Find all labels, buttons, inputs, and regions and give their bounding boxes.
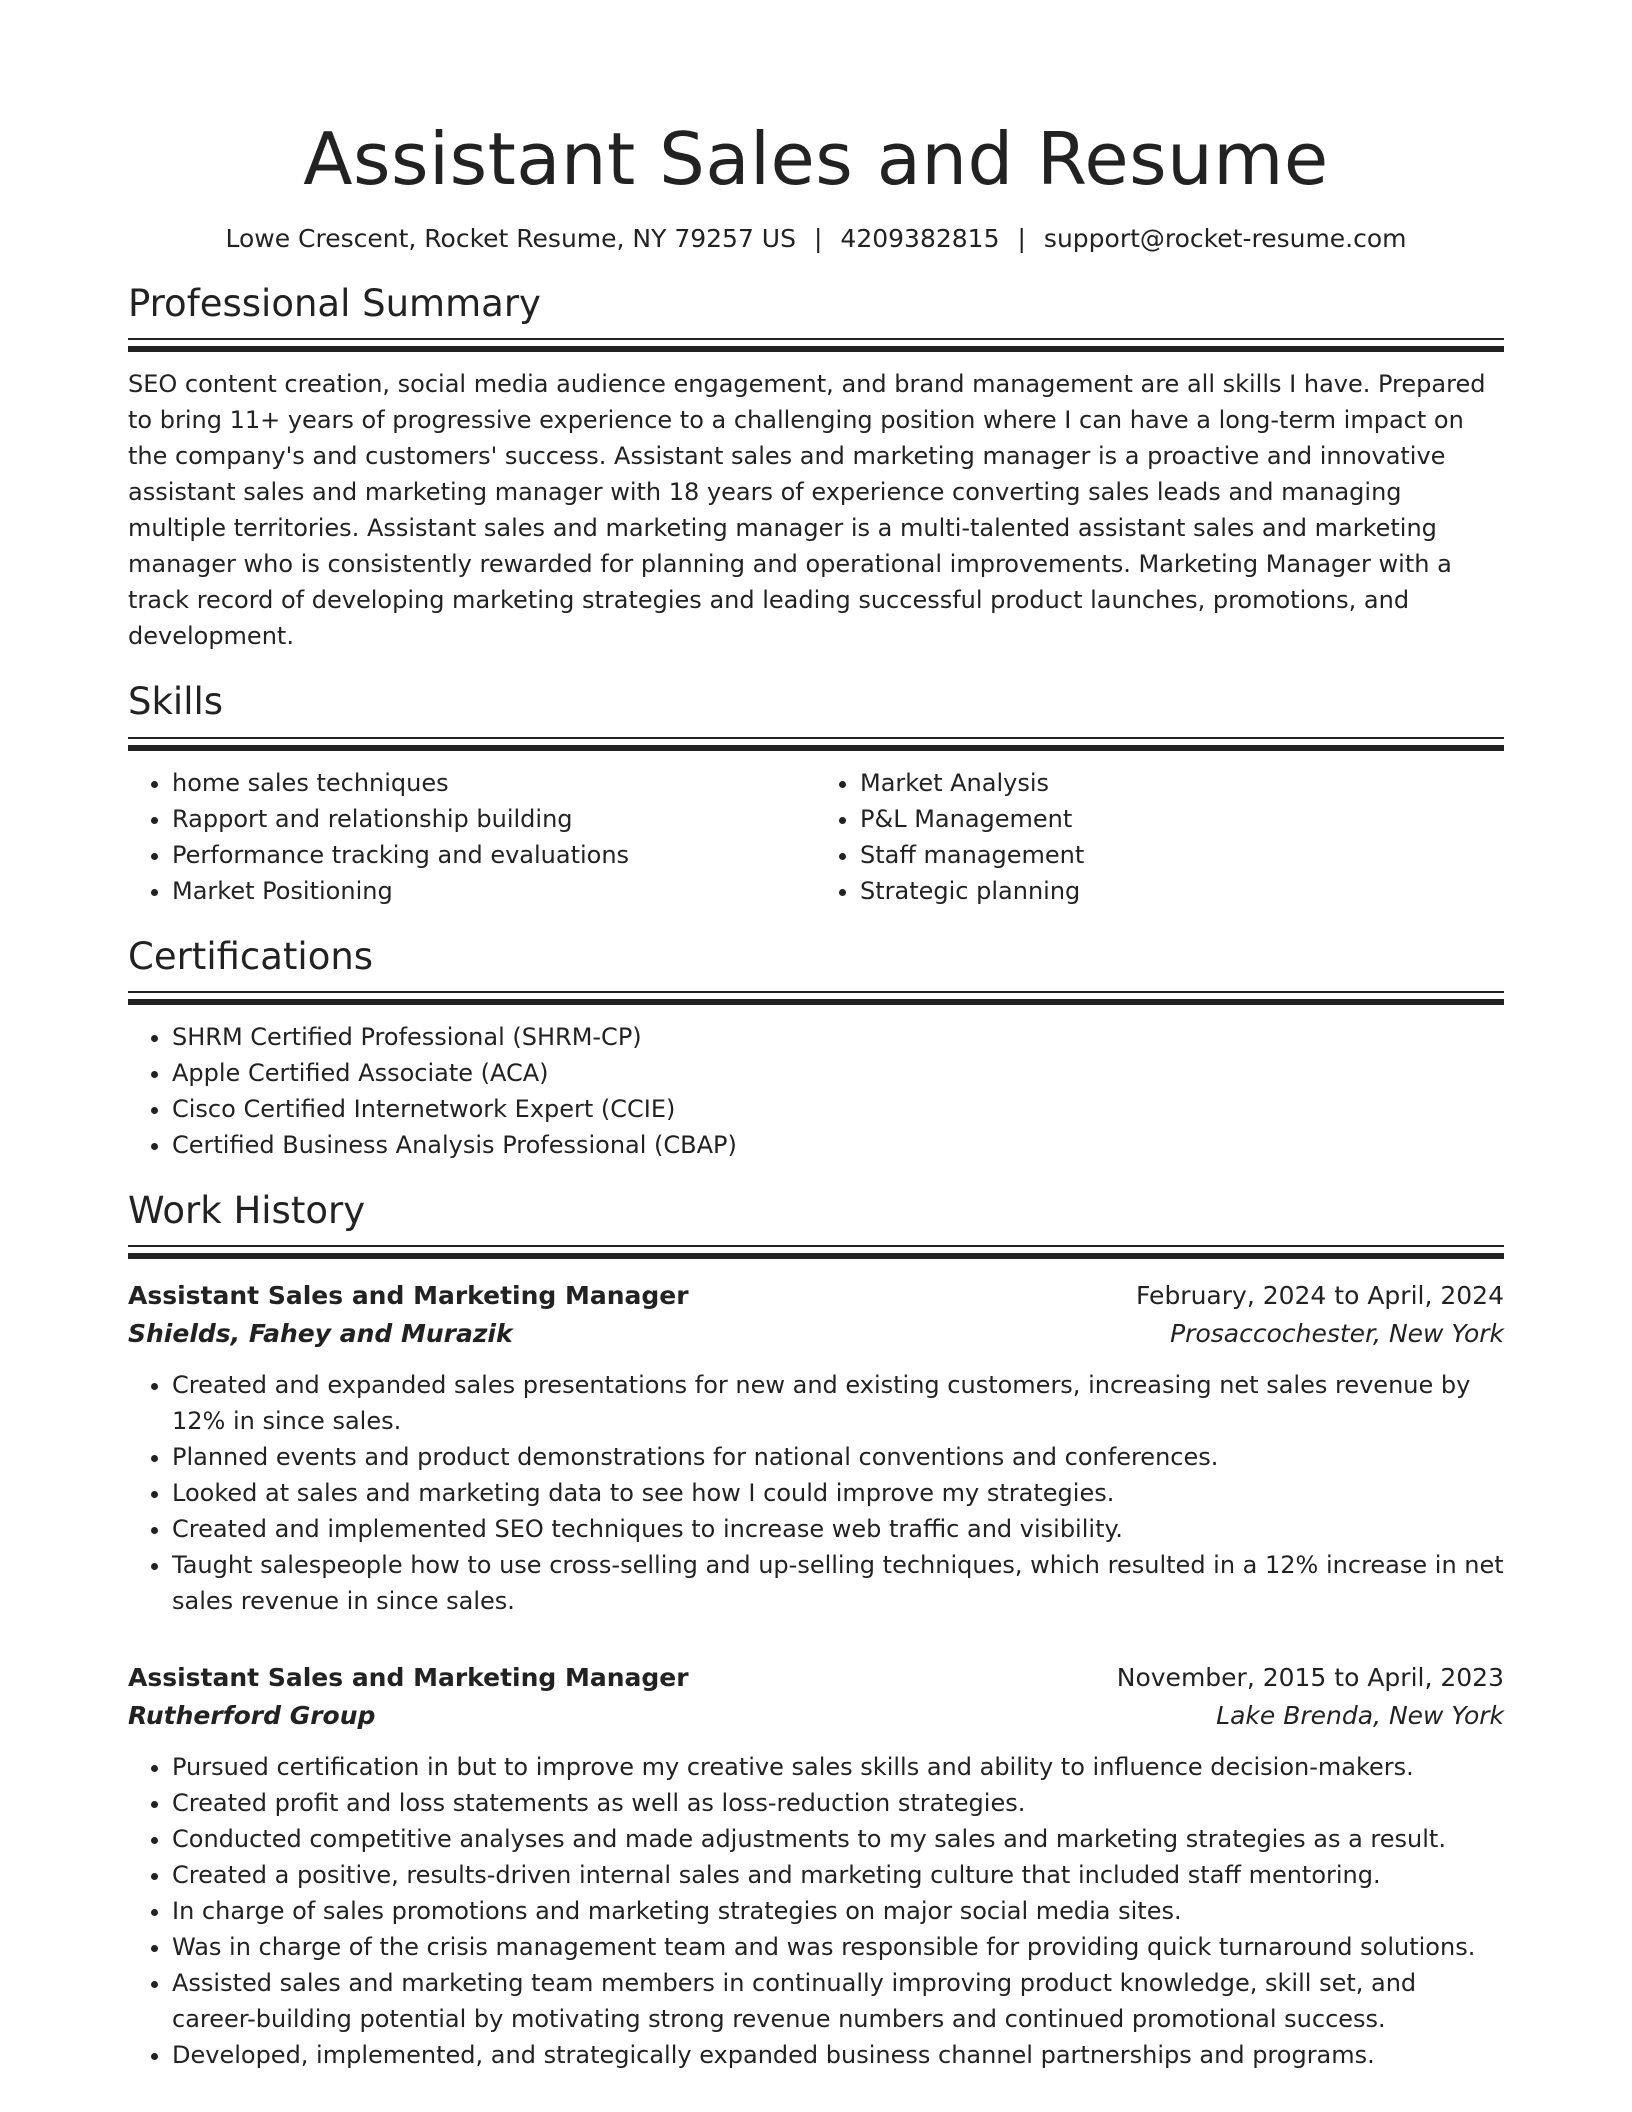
contact-separator: | [813,223,823,253]
job-bullet: • Looked at sales and marketing data to see how I could improve my strategies. [172,1475,1504,1511]
job-bullet: • Created a positive, results-driven internal sales and marketing culture that included staff mentoring. [172,1857,1504,1893]
job-bullets [128,1749,1504,2073]
section-divider-thick [128,745,1504,751]
job-bullet: • Conducted competitive analyses and made adjustments to my sales and marketing strategies as a result. [172,1821,1504,1857]
skill-item: • Performance tracking and evaluations [172,837,816,873]
section-title-certifications: Certifications [128,934,374,978]
resume-name: Assistant Sales and Resume [303,117,1329,201]
job-entry [128,1277,1504,1619]
job-title: Assistant Sales and Marketing Manager [128,1281,689,1311]
job-bullet: • Created and expanded sales presentations for new and existing customers, increasing net sales revenue by 12% in since sales. [172,1367,1504,1439]
job-title: Assistant Sales and Marketing Manager [128,1663,689,1693]
skills-grid [128,765,1504,909]
work-history-section [128,1189,1504,2073]
contact-separator: | [1017,223,1026,253]
certification-item: • Apple Certified Associate (ACA) [172,1055,1504,1091]
section-title-summary: Professional Summary [128,281,541,325]
contact-email: support@rocket-resume.com [1043,223,1407,253]
section-divider [128,1245,1504,1247]
certifications-list [128,1019,1504,1163]
skill-item: • home sales techniques [172,765,816,801]
contact-phone: 4209382815 [840,223,1000,253]
job-entry [128,1659,1504,2073]
section-title-skills: Skills [128,680,224,724]
job-bullet: • Was in charge of the crisis management team and was responsible for providing quick turnaround solutions. [172,1929,1504,1965]
job-subheader-row [128,1315,1504,1353]
certification-item: • Cisco Certified Internetwork Expert (CCIE) [172,1091,1504,1127]
skills-list-right [816,765,1504,909]
skill-item: • Market Analysis [860,765,1504,801]
job-header-row [128,1277,1504,1315]
section-divider-thick [128,346,1504,352]
job-bullet: • Created profit and loss statements as well as loss-reduction strategies. [172,1785,1504,1821]
skills-section [128,680,1504,908]
skill-item: • Market Positioning [172,873,816,909]
job-bullet: • In charge of sales promotions and marketing strategies on major social media sites. [172,1893,1504,1929]
section-divider-thick [128,999,1504,1005]
job-bullet: • Planned events and product demonstrations for national conventions and conferences. [172,1439,1504,1475]
job-subheader-row [128,1697,1504,1735]
job-location: Prosaccochester, New York [1170,1319,1504,1349]
skills-list-left [128,765,816,909]
job-dates: November, 2015 to April, 2023 [1116,1663,1504,1693]
contact-line [128,221,1504,256]
section-title-work-history: Work History [128,1188,366,1232]
skill-item: • Strategic planning [860,873,1504,909]
job-bullet: • Pursued certification in but to improve my creative sales skills and ability to influence decision-makers. [172,1749,1504,1785]
skill-item: • Rapport and relationship building [172,801,816,837]
summary-section [128,282,1504,654]
certification-item: • Certified Business Analysis Professional (CBAP) [172,1127,1504,1163]
job-bullets [128,1367,1504,1619]
job-bullet: • Taught salespeople how to use cross-selling and up-selling techniques, which resulted in a 12% increase in net sales revenue in since sales. [172,1547,1504,1619]
skill-item: • Staff management [860,837,1504,873]
job-location: Lake Brenda, New York [1216,1701,1504,1731]
job-dates: February, 2024 to April, 2024 [1136,1281,1504,1311]
job-bullet: • Developed, implemented, and strategically expanded business channel partnerships and programs. [172,2037,1504,2073]
job-bullet: • Assisted sales and marketing team members in continually improving product knowledge, skill set, and career-building potential by motivating strong revenue numbers and continued promotional success. [172,1965,1504,2037]
section-divider-thick [128,1253,1504,1259]
job-company: Shields, Fahey and Murazik [128,1319,513,1349]
section-divider [128,991,1504,993]
skill-item: • P&L Management [860,801,1504,837]
section-divider [128,737,1504,739]
certification-item: • SHRM Certified Professional (SHRM-CP) [172,1019,1504,1055]
certifications-section [128,935,1504,1163]
job-company: Rutherford Group [128,1701,376,1731]
section-divider [128,338,1504,340]
job-bullet: • Created and implemented SEO techniques to increase web traffic and visibility. [172,1511,1504,1547]
job-header-row [128,1659,1504,1697]
contact-address: Lowe Crescent, Rocket Resume, NY 79257 US [225,223,796,253]
summary-text: SEO content creation, social media audience engagement, and brand management are all skills I have. Prepared to bring 11+ years of progressive experience to a challenging position where I can have a long-term impact on the company's and customers' success. Assistant sales and marketing manager is a proactive and innovative assistant sales and marketing manager with 18 years of experience converting sales leads and managing multiple territories. Assistant sales and marketing manager is a multi-talented assistant sales and marketing manager who is consistently rewarded for planning and operational improvements. Marketing Manager with a track record of developing marketing strategies and leading successful product launches, promotions, and development. [128,370,1486,651]
